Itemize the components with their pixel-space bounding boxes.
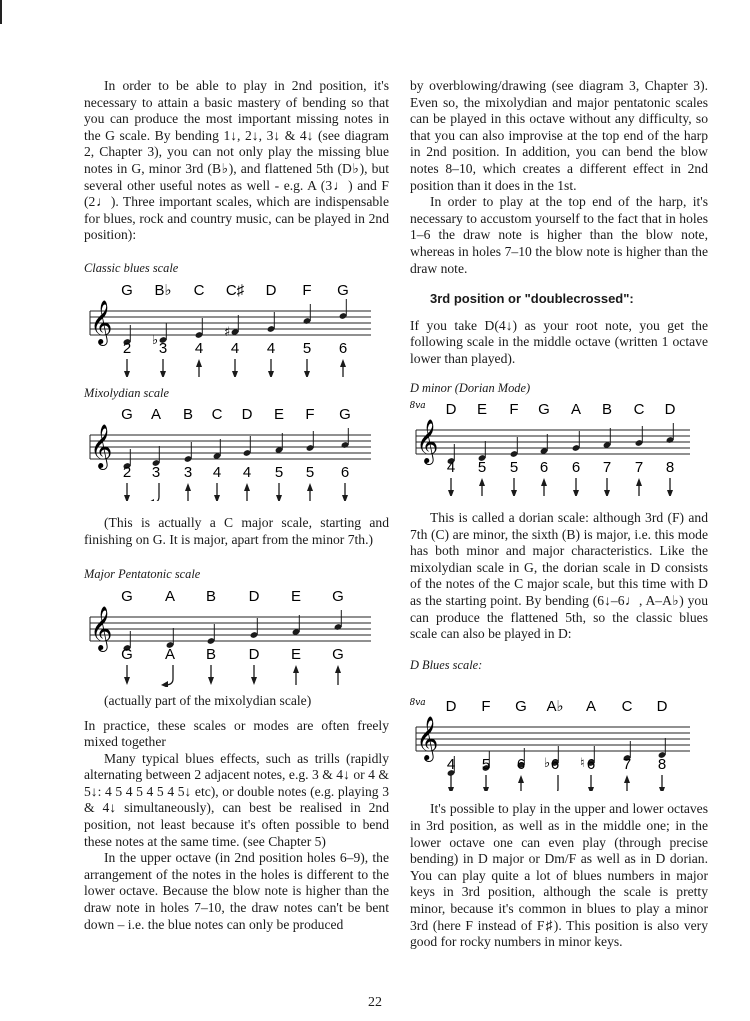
draw-arrow-icon xyxy=(483,775,489,791)
note-name: C xyxy=(211,406,223,424)
draw-arrow-icon xyxy=(214,483,220,501)
octave-mark: 8va xyxy=(410,401,426,412)
treble-clef-icon: 𝄞 xyxy=(416,716,439,761)
paragraph: by overblowing/drawing (see diagram 3, Chapter 3). Even so, the mixolydian and major pentatonic scales can be played in this octave without any difficulty, so that you can also improvise at the top end of the harp in 2nd position. In addition, you can bend the blow notes 8–10, which creates a different effect in 2nd position than it does in the 1st. xyxy=(410,78,708,193)
scale-caption: Mixolydian scale xyxy=(84,385,169,400)
note-name: F xyxy=(305,406,315,424)
paragraph: It's possible to play in the upper and lower octaves in 3rd position, as well as in the middle one; in the lower octave one can even play (through precise bending) in D major or Dm/F as well as in D dorian. You can play quite a lot of blues numbers in major keys in 3rd position, although the scale is pretty minor, because it's common in blues to play a minor 3rd (here F instead of F♯). This position is also very good for rocky numbers in minor keys. xyxy=(410,801,708,950)
d-blues-staff xyxy=(410,673,708,791)
hole-number: 5 xyxy=(477,459,487,477)
note-name: G xyxy=(339,406,351,424)
note-name: A♭ xyxy=(546,698,564,716)
note-label: B xyxy=(205,645,217,663)
note-name: E xyxy=(273,406,285,424)
note-name: B xyxy=(205,587,217,605)
paragraph: (This is actually a C major scale, starting and finishing on G. It is major, apart from the minor 7th.) xyxy=(84,515,389,547)
draw-arrow-icon xyxy=(588,775,594,791)
hole-number: 6 xyxy=(550,756,560,774)
treble-clef-icon: 𝄞 xyxy=(90,424,113,469)
note-name: B xyxy=(182,406,194,424)
note-name: C xyxy=(633,401,645,419)
note-name: G xyxy=(121,281,133,299)
hole-number: 2 xyxy=(122,339,132,357)
hole-number: 4 xyxy=(212,464,222,482)
hole-number: 7 xyxy=(634,459,644,477)
paragraph: In the upper octave (in 2nd position holes 6–9), the arrangement of the notes in the holes is different to the lower octave. Because the blow note is higher than the draw note in holes 7–10, the draw notes can't be bent down – i.e. the blue notes can only be produced xyxy=(84,850,389,932)
note-label: E xyxy=(290,645,302,663)
note-name: G xyxy=(121,587,133,605)
blow-arrow-icon xyxy=(541,478,547,496)
note-name: E xyxy=(476,401,488,419)
sharp-icon: ♯ xyxy=(224,324,231,340)
mixolydian-staff xyxy=(84,401,389,501)
draw-arrow-icon xyxy=(124,359,130,377)
paragraph: In order to be able to play in 2nd position, it's necessary to attain a basic mastery of bending so that you can produce the most important missing notes in the G scale. By bending 1↓, 2↓, 3↓ & 4↓ (see diagram 2, Chapter 3), you can not only play the missing blue notes in G, minor 3rd (B♭), and flattened 5th (D♭), but several other useful notes as well - e.g. A (3♩) and F (2♩). Three important scales, which are indispensable for blues, rock and country music, can be played in 2nd position): xyxy=(84,78,389,243)
note-label: D xyxy=(248,645,260,663)
note-name: C xyxy=(193,281,205,299)
draw-arrow-icon xyxy=(160,359,166,377)
draw-arrow-icon xyxy=(276,483,282,501)
dorian-staff xyxy=(410,396,708,496)
blow-arrow-icon xyxy=(479,478,485,496)
note-name: E xyxy=(290,587,302,605)
hole-number: 8 xyxy=(665,459,675,477)
paragraph: Many typical blues effects, such as trills (rapidly alternating between 2 adjacent notes, e.g. 3 & 4↓ or 4 & 5↓: 4 5 4 5 4 5 4 5↓ etc), or double notes (e.g. playing 3 & 4↓ simultaneously), can best be realised in 2nd position, not least because it's often possible to bend these notes at the same time. (see Chapter 5) xyxy=(84,750,389,849)
classic-blues-staff xyxy=(84,277,389,377)
hole-number: 4 xyxy=(446,459,456,477)
page-number: 22 xyxy=(368,995,382,1010)
natural-icon: ♮ xyxy=(580,756,585,772)
paragraph: In practice, these scales or modes are often freely mixed together xyxy=(84,717,389,750)
blow-arrow-icon xyxy=(340,359,346,377)
hole-number: 3 xyxy=(158,339,168,357)
bend-arrow-icon xyxy=(161,665,173,687)
note-name: G xyxy=(538,401,550,419)
draw-arrow-icon xyxy=(251,665,257,685)
paragraph: In order to play at the top end of the harp, it's necessary to accustom yourself to the fact that in holes 1–6 the draw note is higher than the blow note, whereas in holes 7–10 the blow note is higher than the draw note. xyxy=(410,194,708,276)
scale-caption: Major Pentatonic scale xyxy=(84,567,201,582)
flat-icon: ♭ xyxy=(544,756,551,772)
paragraph: This is called a dorian scale: although 3rd (F) and 7th (C) are minor, the sixth (B) is major, i.e. this mode has both minor and major characteristics. Like the mixolydian scale in G, the dorian scale in D consists of the notes of the C major scale, but this time with D as the starting point. By bending (6↓–6♩, A–A♭) you can produce the flattened 5th, so the classic blues scale can also be played in D: xyxy=(410,510,708,642)
hole-number: 5 xyxy=(481,756,491,774)
paragraph: (actually part of the mixolydian scale) xyxy=(104,692,312,708)
treble-clef-icon: 𝄞 xyxy=(90,605,113,650)
note-name: D xyxy=(265,281,277,299)
scale-caption: Classic blues scale xyxy=(84,260,179,275)
bend-arrow-icon xyxy=(147,483,159,501)
hole-number: 4 xyxy=(194,339,204,357)
hole-number: 6 xyxy=(338,339,348,357)
hole-number: 4 xyxy=(446,756,456,774)
right-column xyxy=(410,78,708,951)
hole-number: 6 xyxy=(516,756,526,774)
hole-number: 6 xyxy=(586,756,596,774)
hole-number: 6 xyxy=(340,464,350,482)
note-name: C♯ xyxy=(225,281,245,299)
hole-number: 7 xyxy=(622,756,632,774)
note-label: G xyxy=(121,645,133,663)
treble-clef-icon: 𝄞 xyxy=(90,299,113,344)
blow-arrow-icon xyxy=(518,775,524,791)
hole-number: 6 xyxy=(571,459,581,477)
draw-arrow-icon xyxy=(124,665,130,685)
hole-number: 5 xyxy=(305,464,315,482)
hole-number: 5 xyxy=(509,459,519,477)
scale-caption: D Blues scale: xyxy=(410,657,483,672)
blow-arrow-icon xyxy=(636,478,642,496)
hole-number: 5 xyxy=(302,339,312,357)
draw-arrow-icon xyxy=(342,483,348,501)
draw-arrow-icon xyxy=(448,478,454,496)
hole-number: 4 xyxy=(266,339,276,357)
note-name: G xyxy=(515,698,527,716)
note-name: A xyxy=(570,401,582,419)
flat-icon: ♭ xyxy=(152,332,159,348)
hole-number: 5 xyxy=(274,464,284,482)
note-name: D xyxy=(656,698,668,716)
note-name: A xyxy=(164,587,176,605)
page-edge-mark xyxy=(0,0,2,24)
paragraph: If you take D(4↓) as your root note, you get the following scale in the middle octave (written 1 octave lower than played). xyxy=(410,317,708,366)
blow-arrow-icon xyxy=(624,775,630,791)
octave-mark: 8va xyxy=(410,698,426,709)
scale-caption: D minor (Dorian Mode) xyxy=(410,380,531,395)
blow-arrow-icon xyxy=(293,665,299,685)
draw-arrow-icon xyxy=(124,483,130,501)
hole-number: 4 xyxy=(230,339,240,357)
section-heading: 3rd position or "doublecrossed": xyxy=(430,291,634,307)
note-name: F xyxy=(302,281,312,299)
draw-arrow-icon xyxy=(268,359,274,377)
note-name: D xyxy=(664,401,676,419)
note-name: A xyxy=(585,698,597,716)
draw-arrow-icon xyxy=(304,359,310,377)
note-name: G xyxy=(121,406,133,424)
draw-arrow-icon xyxy=(448,775,454,791)
bend-arrow-icon xyxy=(546,775,558,791)
major-pentatonic-staff xyxy=(84,583,389,687)
draw-arrow-icon xyxy=(208,665,214,685)
note-name: A xyxy=(150,406,162,424)
note-name: G xyxy=(332,587,344,605)
left-column xyxy=(84,78,389,933)
draw-arrow-icon xyxy=(573,478,579,496)
draw-arrow-icon xyxy=(659,775,665,791)
hole-number: 8 xyxy=(657,756,667,774)
note-name: B xyxy=(601,401,613,419)
draw-arrow-icon xyxy=(232,359,238,377)
hole-number: 6 xyxy=(539,459,549,477)
note-name: D xyxy=(241,406,253,424)
treble-clef-icon: 𝄞 xyxy=(416,419,439,464)
note-name: F xyxy=(481,698,491,716)
note-label: A xyxy=(164,645,176,663)
blow-arrow-icon xyxy=(335,665,341,685)
hole-number: 7 xyxy=(602,459,612,477)
draw-arrow-icon xyxy=(667,478,673,496)
blow-arrow-icon xyxy=(196,359,202,377)
blow-arrow-icon xyxy=(185,483,191,501)
draw-arrow-icon xyxy=(604,478,610,496)
note-name: D xyxy=(445,401,457,419)
hole-number: 4 xyxy=(242,464,252,482)
hole-number: 3 xyxy=(183,464,193,482)
blow-arrow-icon xyxy=(244,483,250,501)
note-name: D xyxy=(445,698,457,716)
note-name: G xyxy=(337,281,349,299)
hole-number: 2 xyxy=(122,464,132,482)
note-label: G xyxy=(332,645,344,663)
blow-arrow-icon xyxy=(307,483,313,501)
note-name: B♭ xyxy=(154,281,172,299)
note-name: C xyxy=(621,698,633,716)
draw-arrow-icon xyxy=(511,478,517,496)
note-name: F xyxy=(509,401,519,419)
hole-number: 3 xyxy=(151,464,161,482)
note-name: D xyxy=(248,587,260,605)
